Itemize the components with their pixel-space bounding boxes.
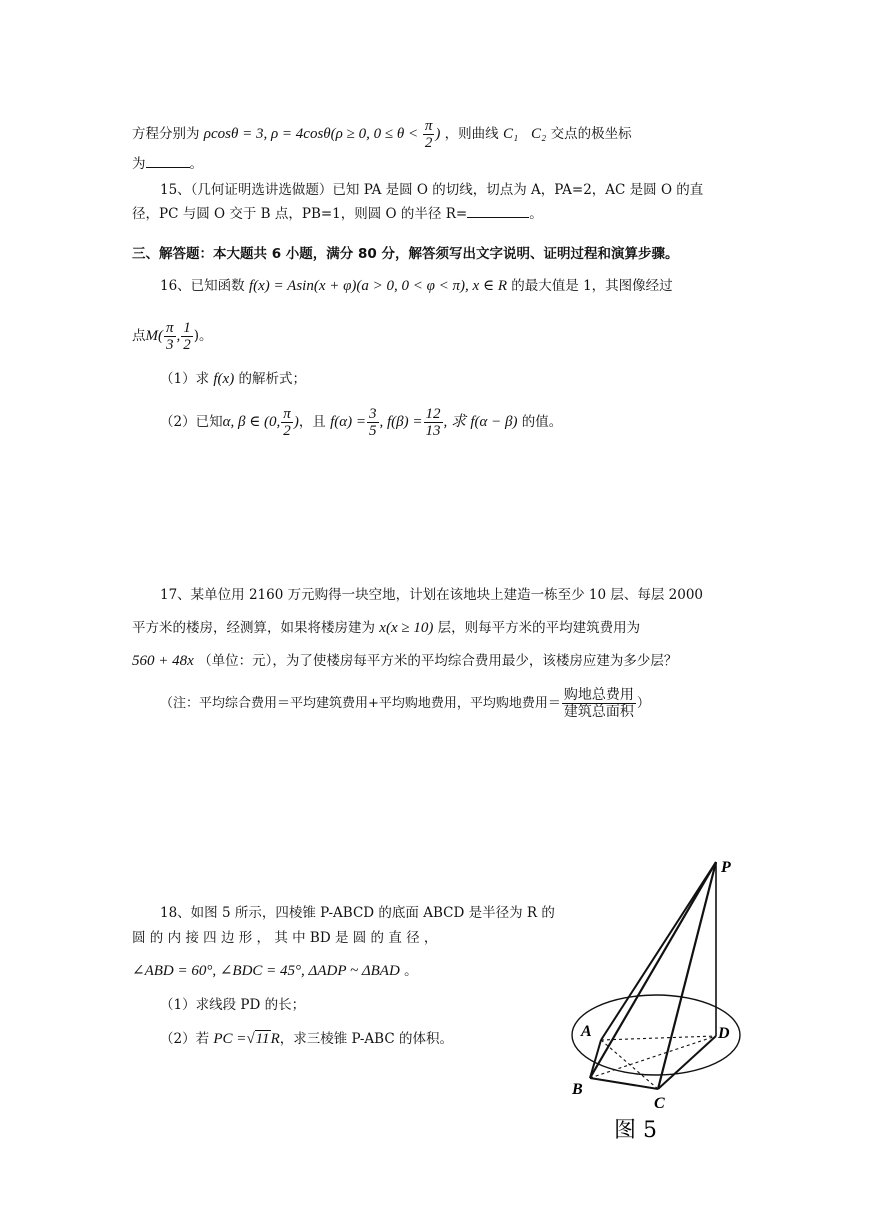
polar-mid: ，则曲线 [444, 126, 499, 142]
q17-note: （注：平均综合费用＝平均建筑费用+平均购地费用，平均购地费用＝ $\frac{\text{购地总费用}}{\text{建筑总面积}}$ ） [160, 687, 650, 720]
q17-line2: 平方米的楼房，经测算，如果将楼房建为 x(x ≥ 10) 层，则每平方米的平均建筑费用为 [132, 620, 641, 636]
pi-over-two-fraction: $\frac{\pi}{2}$ [424, 118, 433, 151]
label-b: B [572, 1081, 583, 1098]
polar-prefix: 方程分别为 [132, 126, 200, 142]
q16-formula: f(x) = Asin(x + φ)(a > 0, 0 < φ < π), x ∈ R [248, 278, 507, 294]
twelve-thirteenths-fraction: $\frac{12}{13}$ [425, 406, 441, 439]
edge-cd [658, 1036, 716, 1089]
section-title: 三、解答题：本大题共 6 小题，满分 80 分，解答须写出文字说明、证明过程和演算步骤。 [132, 246, 679, 262]
q16-part2: （2）已知α, β ∈ (0, $\frac{\pi}{2}$ )，且 f(α) = $\frac{3}{5}$ , f(β) = $\frac{12}{13}$ , 求 f(α − β) 的值。 [160, 406, 563, 439]
polar-suffix: 交点的极坐标 [550, 126, 632, 142]
edge-pa [601, 862, 716, 1040]
edge-pb [590, 862, 716, 1078]
polar-formula: ρcosθ = 3, ρ = 4cosθ(ρ ≥ 0, 0 ≤ θ < [203, 126, 422, 142]
answer-blank [467, 203, 529, 218]
q18-line2: 圆 的 内 接 四 边 形 ， 其 中 BD 是 圆 的 直 径 ， [132, 930, 438, 946]
q17-line3: 560 + 48x （单位：元），为了使楼房每平方米的平均综合费用最少，该楼房应建为多少层？ [132, 653, 678, 669]
polar-equation-line: 方程分别为 ρcosθ = 3, ρ = 4cosθ(ρ ≥ 0, 0 ≤ θ < $\frac{\pi}{2}$ ) ，则曲线 C₁ C₂ 交点的极坐标 [132, 118, 632, 151]
land-cost-fraction: $\frac{\text{购地总费用}}{\text{建筑总面积}}$ [563, 687, 634, 720]
q18-line1: 18、如图 5 所示，四棱锥 P-ABCD 的底面 ABCD 是半径为 R 的 [160, 905, 555, 921]
pyramid-figure [566, 852, 746, 1152]
label-p: P [721, 859, 731, 876]
hidden-bd [590, 1036, 716, 1078]
pi-over-two-fraction: $\frac{\pi}{2}$ [283, 406, 291, 439]
q18-line3: ∠ABD = 60°, ∠BDC = 45°, ΔADP ~ ΔBAD 。 [132, 963, 418, 979]
figure-caption: 图 5 [614, 1118, 657, 1143]
sqrt-sign: √ [246, 1031, 255, 1047]
label-d: D [718, 1025, 730, 1042]
answer-blank [146, 153, 190, 168]
base-circle [572, 995, 740, 1075]
pi-over-three-fraction: $\frac{\pi}{3}$ [166, 320, 174, 353]
q18-part2: （2）若 PC =√11R，求三棱锥 P-ABC 的体积。 [160, 1031, 453, 1047]
curve-c2: C₂ [531, 126, 547, 142]
edge-pc [658, 862, 716, 1089]
polar-answer-line: 为 。 [132, 153, 203, 174]
curve-c1: C₁ [502, 126, 519, 142]
label-c: C [654, 1095, 665, 1112]
q16-line1: 16、已知函数 f(x) = Asin(x + φ)(a > 0, 0 < φ < π), x ∈ R 的最大值是 1，其图像经过 [160, 278, 673, 294]
q15-line1: 15、（几何证明选讲选做题）已知 PA 是圆 O 的切线，切点为 A，PA=2，AC 是圆 O 的直 [160, 182, 704, 198]
three-fifths-fraction: $\frac{3}{5}$ [369, 406, 377, 439]
one-half-fraction: $\frac{1}{2}$ [183, 320, 191, 353]
q18-part1: （1）求线段 PD 的长； [160, 997, 306, 1013]
q16-point-line: 点M( $\frac{\pi}{3}$ , $\frac{1}{2}$ )。 [132, 320, 213, 353]
label-a: A [581, 1023, 592, 1040]
q16-part1: （1）求 f(x) 的解析式； [160, 371, 307, 387]
q17-line1: 17、某单位用 2160 万元购得一块空地，计划在该地块上建造一栋至少 10 层、每层 2000 [160, 587, 704, 603]
edge-ab [590, 1040, 601, 1078]
hidden-ad [601, 1036, 716, 1040]
q15-line2: 径，PC 与圆 O 交于 B 点，PB=1，则圆 O 的半径 R= 。 [132, 203, 543, 224]
